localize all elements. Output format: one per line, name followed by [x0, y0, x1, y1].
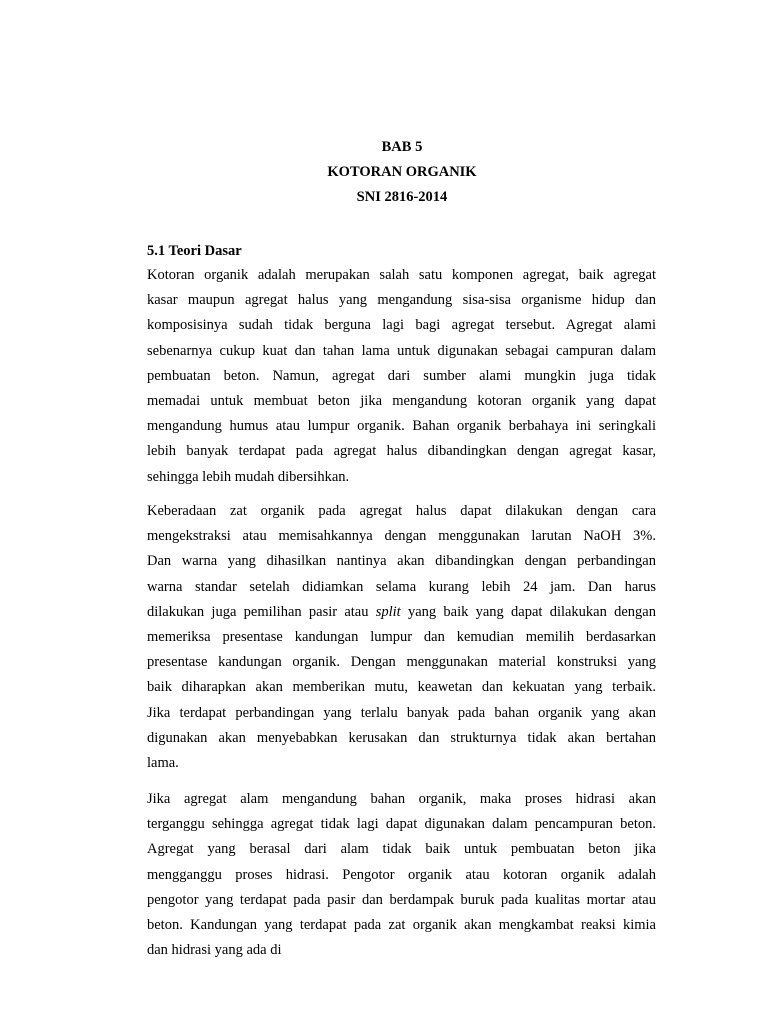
text-segment: dilakukan juga pemilihan pasir atau — [147, 603, 376, 620]
text-line: Keberadaan zat organik pada agregat halus dapat dilakukan dengan cara — [147, 503, 656, 519]
text-line: warna standar setelah didiamkan selama kurang lebih 24 jam. Dan harus — [147, 578, 656, 595]
paragraph-3 — [147, 787, 656, 963]
text-line: komposisinya sudah tidak berguna lagi bagi agregat tersebut. Agregat alami — [147, 317, 656, 334]
text-line: mengandung humus atau lumpur organik. Bahan organik berbahaya ini seringkali — [147, 418, 656, 435]
chapter-title: KOTORAN ORGANIK — [327, 163, 477, 180]
paragraph-1 — [147, 263, 656, 490]
text-line: pembuatan beton. Namun, agregat dari sumber alami mungkin juga tidak — [147, 367, 656, 384]
text-line: dan hidrasi yang ada di — [147, 942, 282, 959]
section-title: 5.1 Teori Dasar — [147, 243, 242, 259]
text-line: Agregat yang berasal dari alam tidak baik untuk pembuatan beton jika — [147, 841, 656, 858]
text-segment: yang baik yang dapat dilakukan dengan — [400, 603, 656, 620]
text-line: terganggu sehingga agregat tidak lagi dapat digunakan dalam pencampuran beton. — [147, 816, 656, 833]
text-line: sehingga lebih mudah dibersihkan. — [147, 468, 350, 485]
text-line: kasar maupun agregat halus yang mengandung sisa-sisa organisme hidup dan — [147, 292, 656, 309]
text-line: mengekstraksi atau memisahkannya dengan menggunakan larutan NaOH 3%. — [147, 528, 656, 545]
text-line: beton. Kandungan yang terdapat pada zat organik akan mengkambat reaksi kimia — [147, 916, 656, 933]
text-line: Jika terdapat perbandingan yang terlalu banyak pada bahan organik yang akan — [147, 704, 656, 721]
standard-reference: SNI 2816-2014 — [356, 188, 448, 205]
text-line: digunakan akan menyebabkan kerusakan dan strukturnya tidak akan bertahan — [147, 729, 656, 746]
text-line: baik diharapkan akan memberikan mutu, keawetan dan kekuatan yang terbaik. — [147, 679, 656, 696]
text-line: lama. — [147, 754, 179, 771]
text-line: Jika agregat alam mengandung bahan organik, maka proses hidrasi akan — [147, 791, 656, 807]
text-line: Dan warna yang dihasilkan nantinya akan dibandingkan dengan perbandingan — [147, 553, 656, 570]
text-line-with-italic — [147, 600, 656, 625]
text-line: lebih banyak terdapat pada agregat halus dibandingkan dengan agregat kasar, — [147, 443, 656, 460]
text-line: pengotor yang terdapat pada pasir dan berdampak buruk pada kualitas mortar atau — [147, 891, 656, 908]
text-line: mengganggu proses hidrasi. Pengotor organik atau kotoran organik adalah — [147, 866, 656, 883]
paragraph-2 — [147, 499, 656, 776]
chapter-heading — [0, 137, 768, 211]
text-line: memadai untuk membuat beton jika mengandung kotoran organik yang dapat — [147, 392, 656, 409]
text-line: memeriksa presentase kandungan lumpur dan kemudian memilih berdasarkan — [147, 628, 656, 645]
text-line: presentase kandungan organik. Dengan menggunakan material konstruksi yang — [147, 654, 656, 671]
italic-term: split — [375, 603, 401, 620]
text-line: Kotoran organik adalah merupakan salah satu komponen agregat, baik agregat — [147, 267, 656, 283]
text-line: sebenarnya cukup kuat dan tahan lama untuk digunakan sebagai campuran dalam — [147, 342, 656, 359]
chapter-number: BAB 5 — [381, 139, 423, 155]
